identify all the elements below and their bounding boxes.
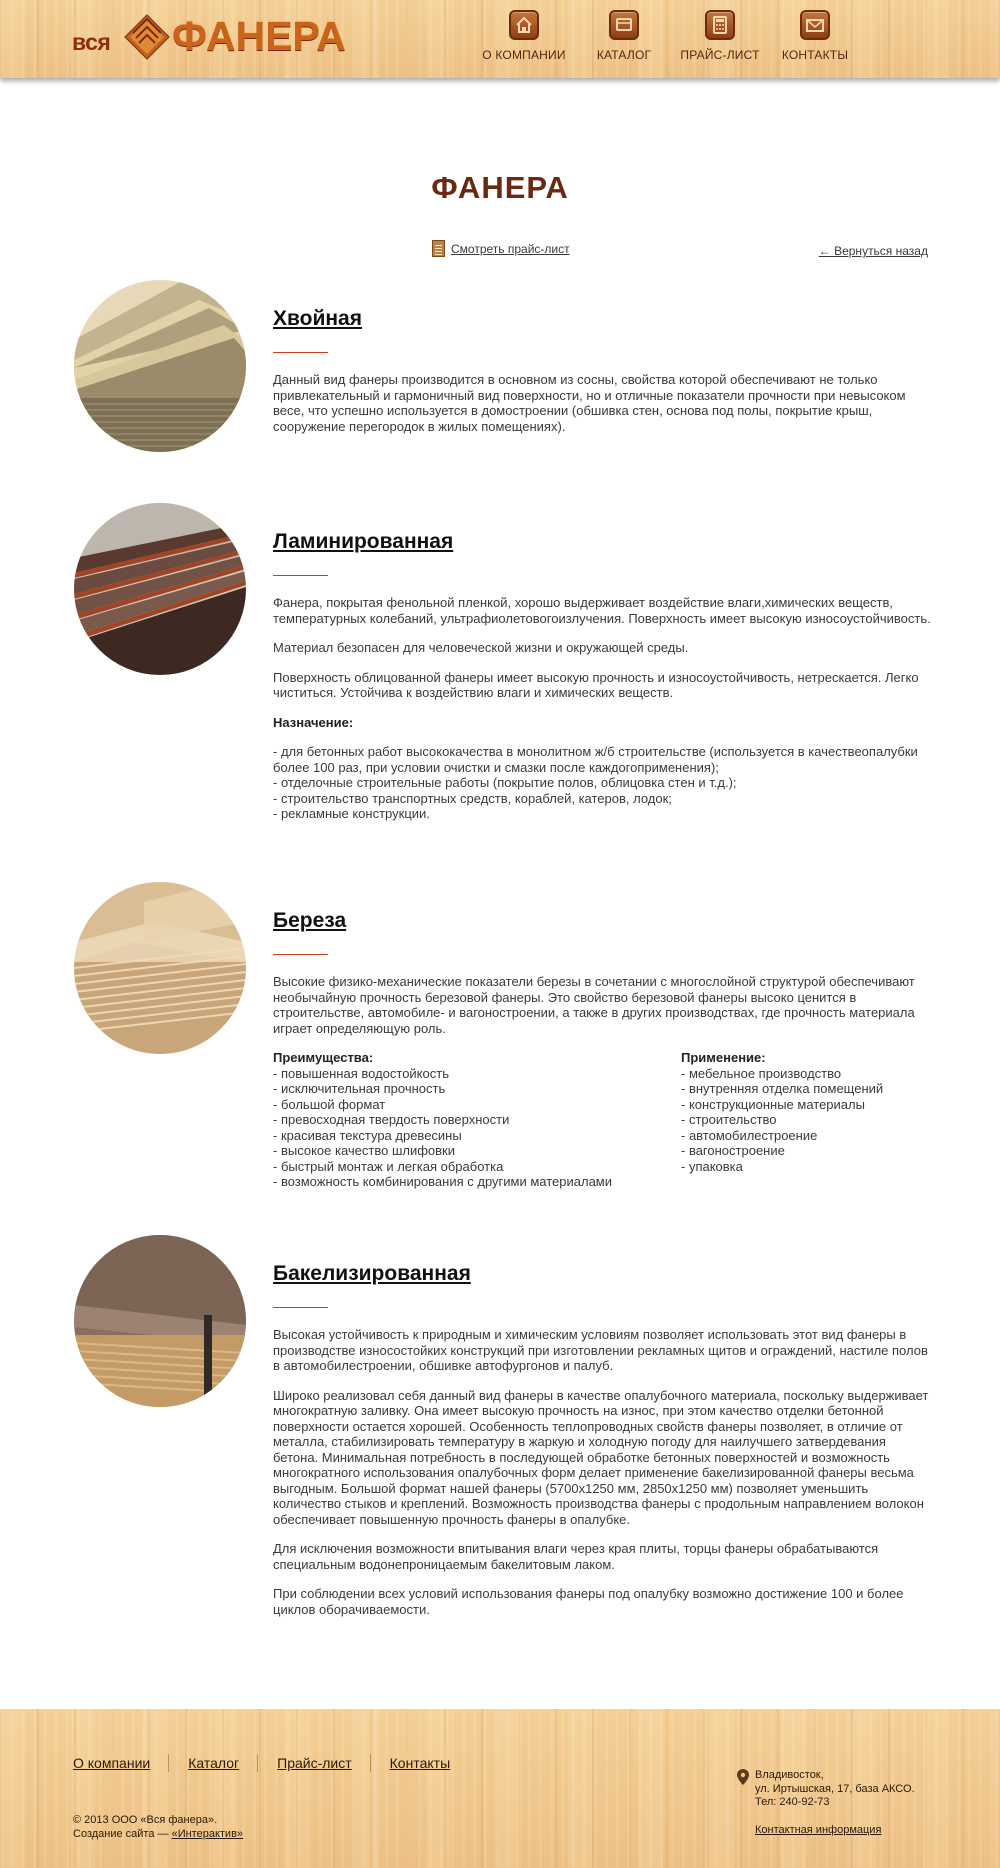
purpose-item: - строительство транспортных средств, кораблей, катеров, лодок; [273,790,672,806]
back-link[interactable]: ← Вернуться назад [818,244,928,258]
usage-column [681,1050,931,1174]
title-rule [273,352,328,353]
laminated-paragraph: Фанера, покрытая фенольной пленкой, хорошо выдерживает воздействие влаги,химических веществ, температурных колебаний, ультрафиолетовогоизлучения. Поверхность имеет высокую износоустойчивость. [273,595,931,626]
site-footer [0,1709,1000,1868]
footer-link-catalog[interactable]: Каталог [188,1755,240,1771]
birch-content [273,908,933,1190]
developer-link[interactable]: «Интерактив» [171,1828,244,1840]
purpose-label: Назначение: [273,714,354,730]
section-title-softwood: Хвойная [273,307,362,330]
footer-link-contacts[interactable]: Контакты [389,1755,451,1771]
footer-separator [370,1754,371,1772]
birch-columns [273,1050,933,1190]
address-phone: Тел: 240-92-73 [755,1796,830,1808]
laminated-paragraph: Материал безопасен для человеческой жизни и окружающей среды. [273,640,689,655]
usage-item: - строительство [681,1112,777,1127]
title-rule [273,575,328,576]
softwood-paragraph: Данный вид фанеры производится в основном из сосны, свойства которой обеспечивают не только привлекательный и гармоничный вид поверхности, но и отличные показатели прочности при невысоком весе, что успешно используется в домостроении (обшивка стен, основа под полы, покрытие крыш, сооружение перегородок в жилых помещениях). [273,372,906,434]
footer-link-about[interactable]: О компании [73,1755,151,1771]
footer-link-pricelist[interactable]: Прайс-лист [277,1755,352,1771]
address-text [755,1769,915,1810]
contact-info-link[interactable]: Контактная информация [755,1823,882,1836]
advantage-item: - превосходная твердость поверхности [273,1112,510,1127]
copyright-text: © 2013 ООО «Вся фанера». [73,1814,218,1826]
page-title: ФАНЕРА [431,170,569,205]
footer-separator [168,1754,169,1772]
copyright-block [73,1813,243,1841]
document-icon [432,240,445,257]
logo-big-text: ФАНЕРА [172,13,346,59]
nav-label-contacts: КОНТАКТЫ [781,48,849,62]
envelope-icon [800,10,830,40]
bakelite-paragraph: Широко реализовал себя данный вид фанеры в качестве опалубочного материала, поскольку выдерживает многократную заливку. Она имеет высокую прочность на износ, при этом качество отделки бетонной поверхности остается хорошей. Особенность теплопроводных свойств фанеры позволяет, в отличие от металла, стабилизировать температуру в жаркую и холодную погоду для наилучшего затвердевания бетона. Минимальная потребность в последующей обработке бетонных поверхностей и возможность многократного использования опалубочных форм делает применение бакелизированной фанеры весьма выгодным. Большой формат нашей фанеры (5700x1250 мм, 2850x1250 мм) позволяет уменьшить количество стыков и креплений. Возможность производства фанеры с продольным направлением волокон обеспечивает повышенную прочность фанеры в опалубке. [273,1387,929,1527]
nav-item-catalog[interactable] [594,10,654,62]
birch-plywood-image [74,882,246,1054]
purpose-list [273,744,933,822]
advantage-item: - большой формат [273,1096,386,1112]
calculator-icon [705,10,735,40]
created-prefix: Создание сайта — [73,1828,172,1840]
bakelite-paragraph: Высокая устойчивость к природным и химическим условиям позволяет использовать этот вид фанеры в производстве износостойких конструкций при изготовлении рекламных щитов и ограждений, настиле полов в автомобилестроении, обшивке автофургонов и палуб. [273,1327,928,1373]
purpose-item: - рекламные конструкции. [273,806,430,821]
logo-small-text: вся [72,29,111,55]
advantage-item: - возможность комбинирования с другими материалами [273,1174,613,1189]
nav-item-pricelist[interactable] [678,10,762,62]
softwood-content [273,306,933,448]
usage-item: - упаковка [681,1158,743,1174]
advantage-item: - красивая текстура древесины [273,1127,462,1143]
advantage-item: - повышенная водостойкость [273,1065,449,1081]
created-by [73,1827,243,1841]
logo-diamond-icon [124,14,170,60]
address-block [737,1769,915,1837]
laminated-paragraph: Поверхность облицованной фанеры имеет высокую прочность и износоустойчивость, нетрескается. Легко чиститься. Устойчива к воздействию влаги и химических веществ. [273,669,919,700]
footer-nav [73,1754,468,1772]
nav-item-contacts[interactable] [780,10,850,62]
advantage-item: - быстрый монтаж и легкая обработка [273,1158,504,1174]
section-title-bakelite: Бакелизированная [273,1262,471,1285]
advantages-column [273,1050,673,1190]
usage-label: Применение: [681,1050,766,1065]
address-line: Владивосток, [755,1769,824,1781]
birch-paragraph: Высокие физико-механические показатели березы в сочетании с многослойной структурой обеспечивают необычайную прочность березовой фанеры. Это свойство березовой фанеры высоко ценится в строительстве, автомобиле- и вагоностроении, а также в других производствах, где прочность материала играет определяющую роль. [273,974,915,1036]
advantage-item: - высокое качество шлифовки [273,1143,456,1158]
footer-separator [257,1754,258,1772]
title-rule [273,1307,328,1308]
catalog-icon [609,10,639,40]
site-header [0,0,1000,78]
bakelite-paragraph: При соблюдении всех условий использования фанеры под опалубку возможно достижение 100 и более циклов оборачиваемости. [273,1586,904,1617]
advantage-item: - исключительная прочность [273,1081,446,1096]
bakelite-paragraph: Для исключения возможности впитывания влаги через края плиты, торцы фанеры обрабатываются специальным водонепроницаемым бакелитовым лаком. [273,1541,879,1572]
usage-item: - вагоностроение [681,1143,785,1158]
location-pin-icon [737,1769,749,1785]
title-rule [273,954,328,955]
laminated-plywood-image [74,503,246,675]
advantages-label: Преимущества: [273,1050,374,1065]
nav-label-about: О КОМПАНИИ [482,48,566,62]
usage-item: - автомобилестроение [681,1127,818,1143]
section-title-birch: Береза [273,909,347,932]
nav-label-pricelist: ПРАЙС-ЛИСТ [680,48,760,62]
laminated-content [273,529,933,822]
bakelite-plywood-image [74,1235,246,1407]
purpose-item: - для бетонных работ высококачества в монолитном ж/б строительстве (используется в качествеопалубки более 100 раз, при условии очистки и смазки после каждогоприменения); [273,744,918,775]
usage-item: - внутренняя отделка помещений [681,1081,884,1096]
nav-item-about[interactable] [482,10,566,62]
price-list-link-text: Смотреть прайс-лист [451,242,570,256]
section-title-laminated: Ламинированная [273,530,454,553]
nav-label-catalog: КАТАЛОГ [596,48,652,62]
usage-item: - мебельное производство [681,1065,842,1081]
softwood-plywood-image [74,280,246,452]
purpose-item: - отделочные строительные работы (покрытие полов, облицовка стен и т.д.); [273,775,737,790]
bakelite-content [273,1261,933,1631]
price-list-link[interactable] [432,240,570,257]
usage-item: - конструкционные материалы [681,1096,865,1112]
address-line: ул. Иртышская, 17, база АКСО. [755,1782,915,1795]
home-icon [509,10,539,40]
site-logo[interactable] [72,12,402,62]
